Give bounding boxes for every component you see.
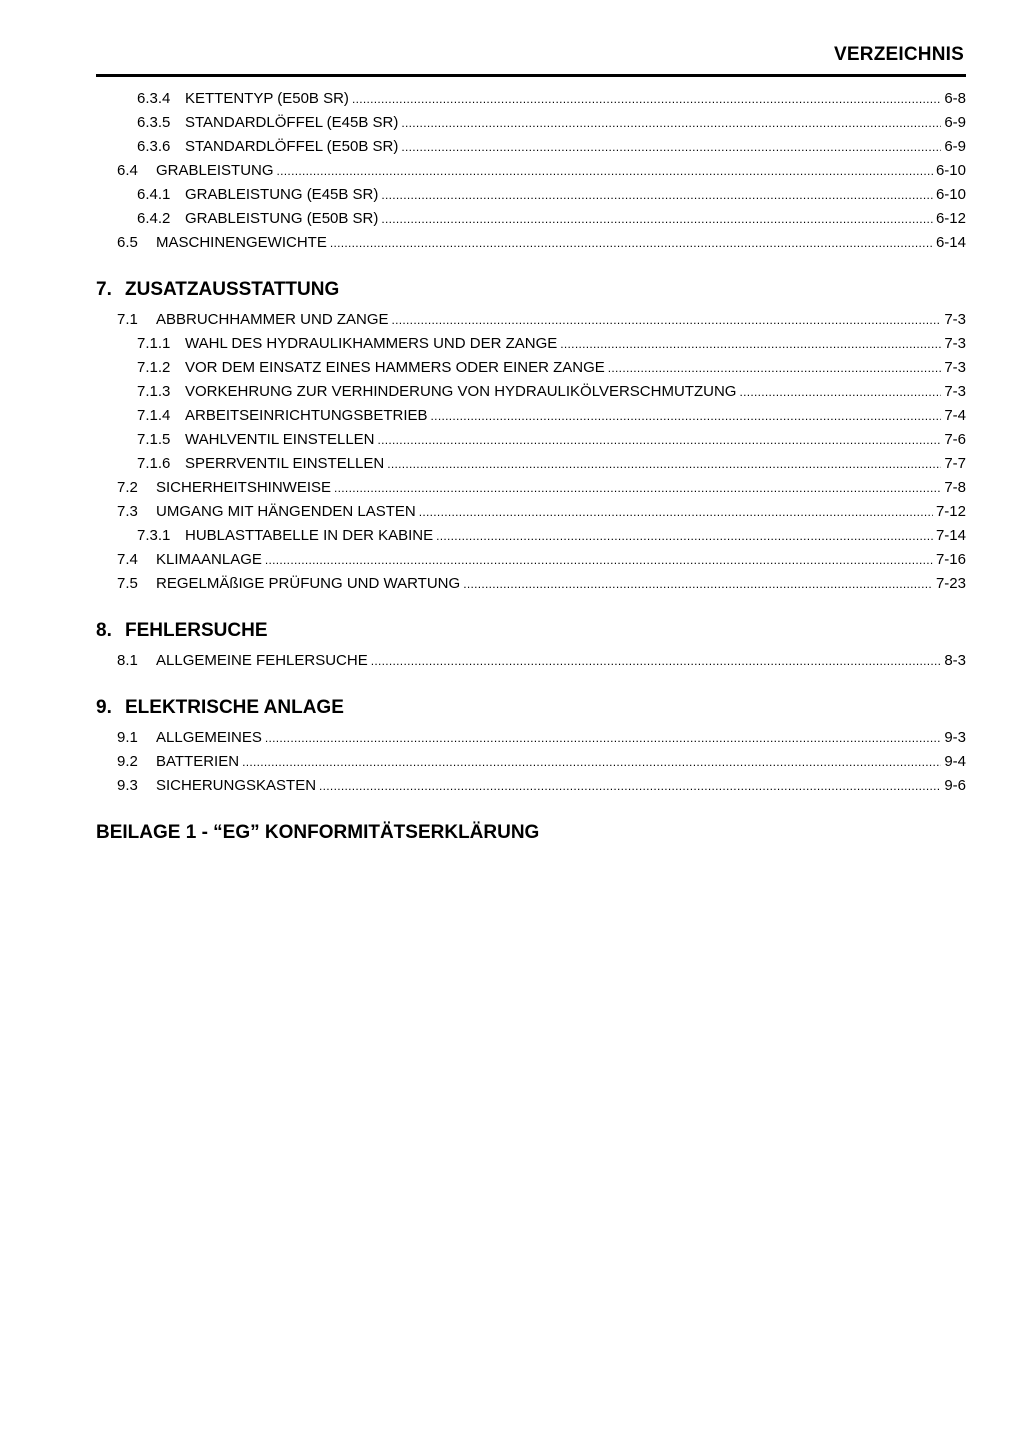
toc-entry-number: 7.1.2 (137, 359, 171, 376)
dot-leader (381, 183, 933, 207)
toc-entry-title: VOR DEM EINSATZ EINES HAMMERS ODER EINER ZANGE (185, 359, 605, 376)
toc-entry-number: 9.3 (117, 777, 138, 794)
toc-section-6 (96, 87, 966, 255)
toc-entry-page: 9-3 (944, 729, 966, 746)
toc-entry-number: 7.1.1 (137, 335, 171, 352)
dot-leader (392, 308, 942, 332)
dot-leader (560, 332, 941, 356)
toc-entry-number: 6.4.2 (137, 210, 171, 227)
toc-entry-number: 9.1 (117, 729, 138, 746)
toc-entry-page: 7-23 (935, 575, 966, 592)
toc-entry-page: 7-3 (944, 311, 966, 328)
toc-entry-title: SICHERUNGSKASTEN (156, 777, 317, 794)
chapter-title: ZUSATZAUSSTATTUNG (125, 279, 340, 300)
toc-entry-page: 7-3 (944, 335, 966, 352)
toc-entry-6-3-4[interactable] (96, 87, 966, 111)
dot-leader (334, 476, 941, 500)
toc-entry-number: 6.3.5 (137, 114, 171, 131)
toc-entry-title: WAHLVENTIL EINSTELLEN (185, 431, 375, 448)
toc-entry-title: KLIMAANLAGE (156, 551, 262, 568)
chapter-number: 7. (96, 279, 112, 300)
toc-entry-7-1-1[interactable] (96, 332, 966, 356)
toc-entry-9-2[interactable] (96, 750, 966, 774)
toc-entry-title: SICHERHEITSHINWEISE (156, 479, 332, 496)
toc-entry-page: 7-8 (944, 479, 966, 496)
toc-entry-page: 7-3 (944, 359, 966, 376)
toc-entry-6-4-1[interactable] (96, 183, 966, 207)
page-header (96, 42, 966, 77)
toc-entry-page: 9-6 (944, 777, 966, 794)
toc-entry-number: 7.1.4 (137, 407, 171, 424)
toc-entry-page: 6-14 (935, 234, 966, 251)
toc-entry-number: 7.2 (117, 479, 138, 496)
appendix-heading[interactable]: BEILAGE 1 - “EG” KONFORMITÄTSERKLÄRUNG (96, 822, 540, 843)
toc-entry-7-3[interactable] (96, 500, 966, 524)
toc-entry-number: 6.3.4 (137, 90, 171, 107)
toc-chapter-8 (96, 616, 966, 673)
chapter-heading-9[interactable] (96, 693, 966, 723)
dot-leader (739, 380, 941, 404)
toc-entry-title: ALLGEMEINES (156, 729, 262, 746)
toc-entry-7-4[interactable] (96, 548, 966, 572)
toc-entry-number: 7.4 (117, 551, 138, 568)
toc-entry-title: GRABLEISTUNG (E45B SR) (185, 186, 379, 203)
toc-entry-page: 7-3 (944, 383, 966, 400)
dot-leader (265, 548, 933, 572)
toc-entry-9-3[interactable] (96, 774, 966, 798)
toc-entry-page: 7-6 (944, 431, 966, 448)
toc-entry-title: WAHL DES HYDRAULIKHAMMERS UND DER ZANGE (185, 335, 558, 352)
toc-entry-number: 7.3.1 (137, 527, 171, 544)
toc-entry-number: 6.5 (117, 234, 138, 251)
toc-entry-title: ALLGEMEINE FEHLERSUCHE (156, 652, 368, 669)
toc-entry-page: 7-14 (935, 527, 966, 544)
toc-entry-page: 7-4 (944, 407, 966, 424)
toc-entry-number: 7.5 (117, 575, 138, 592)
dot-leader (352, 87, 941, 111)
dot-leader (401, 111, 941, 135)
toc-entry-number: 7.1.5 (137, 431, 171, 448)
dot-leader (401, 135, 941, 159)
dot-leader (378, 428, 942, 452)
toc-entry-page: 7-12 (935, 503, 966, 520)
chapter-number: 8. (96, 620, 112, 641)
toc-entry-7-3-1[interactable] (96, 524, 966, 548)
toc-entry-7-1-4[interactable] (96, 404, 966, 428)
toc-entry-7-5[interactable] (96, 572, 966, 596)
toc-entry-6-4[interactable] (96, 159, 966, 183)
dot-leader (381, 207, 933, 231)
toc-entry-page: 6-12 (935, 210, 966, 227)
toc-entry-number: 7.3 (117, 503, 138, 520)
toc-entry-page: 7-7 (944, 455, 966, 472)
toc-entry-title: ABBRUCHHAMMER UND ZANGE (156, 311, 389, 328)
toc-entry-page: 6-8 (944, 90, 966, 107)
toc-entry-title: VORKEHRUNG ZUR VERHINDERUNG VON HYDRAULIKÖLVERSCHMUTZUNG (185, 383, 737, 400)
toc-entry-number: 7.1.6 (137, 455, 171, 472)
toc-entry-7-2[interactable] (96, 476, 966, 500)
toc-entry-7-1[interactable] (96, 308, 966, 332)
toc-entry-title: BATTERIEN (156, 753, 240, 770)
chapter-title: FEHLERSUCHE (125, 620, 268, 641)
toc-entry-page: 6-10 (935, 186, 966, 203)
toc-entry-9-1[interactable] (96, 726, 966, 750)
toc-entry-title: REGELMÄßIGE PRÜFUNG UND WARTUNG (156, 575, 461, 592)
toc-entry-title: UMGANG MIT HÄNGENDEN LASTEN (156, 503, 416, 520)
toc-entry-7-1-3[interactable] (96, 380, 966, 404)
toc-entry-page: 6-9 (944, 138, 966, 155)
dot-leader (608, 356, 942, 380)
dot-leader (330, 231, 933, 255)
toc-entry-title: GRABLEISTUNG (E50B SR) (185, 210, 379, 227)
toc-entry-page: 9-4 (944, 753, 966, 770)
chapter-title: ELEKTRISCHE ANLAGE (125, 697, 344, 718)
dot-leader (277, 159, 933, 183)
toc-entry-page: 6-9 (944, 114, 966, 131)
chapter-heading-7[interactable] (96, 275, 966, 305)
toc-entry-6-4-2[interactable] (96, 207, 966, 231)
toc-entry-number: 7.1.3 (137, 383, 171, 400)
table-of-contents (96, 87, 966, 848)
toc-entry-8-1[interactable] (96, 649, 966, 673)
toc-entry-7-1-5[interactable] (96, 428, 966, 452)
toc-entry-title: ARBEITSEINRICHTUNGSBETRIEB (185, 407, 428, 424)
page-title: VERZEICHNIS (834, 44, 964, 65)
toc-entry-page: 7-16 (935, 551, 966, 568)
toc-entry-number: 8.1 (117, 652, 138, 669)
toc-entry-7-1-2[interactable] (96, 356, 966, 380)
chapter-heading-8[interactable] (96, 616, 966, 646)
toc-entry-title: KETTENTYP (E50B SR) (185, 90, 349, 107)
toc-entry-6-3-5[interactable] (96, 111, 966, 135)
toc-entry-number: 9.2 (117, 753, 138, 770)
dot-leader (436, 524, 933, 548)
dot-leader (431, 404, 942, 428)
toc-entry-page: 8-3 (944, 652, 966, 669)
dot-leader (265, 726, 941, 750)
chapter-number: 9. (96, 697, 112, 718)
toc-chapter-7 (96, 275, 966, 596)
toc-entry-title: STANDARDLÖFFEL (E45B SR) (185, 114, 399, 131)
dot-leader (463, 572, 933, 596)
toc-entry-number: 6.4 (117, 162, 138, 179)
dot-leader (419, 500, 933, 524)
toc-entry-title: GRABLEISTUNG (156, 162, 274, 179)
dot-leader (387, 452, 941, 476)
toc-entry-number: 7.1 (117, 311, 138, 328)
toc-entry-7-1-6[interactable] (96, 452, 966, 476)
toc-entry-number: 6.4.1 (137, 186, 171, 203)
toc-entry-page: 6-10 (935, 162, 966, 179)
toc-entry-title: SPERRVENTIL EINSTELLEN (185, 455, 385, 472)
dot-leader (319, 774, 941, 798)
toc-entry-6-5[interactable] (96, 231, 966, 255)
toc-entry-6-3-6[interactable] (96, 135, 966, 159)
dot-leader (242, 750, 941, 774)
dot-leader (371, 649, 942, 673)
toc-entry-title: STANDARDLÖFFEL (E50B SR) (185, 138, 399, 155)
toc-entry-title: MASCHINENGEWICHTE (156, 234, 327, 251)
toc-entry-title: HUBLASTTABELLE IN DER KABINE (185, 527, 434, 544)
toc-entry-number: 6.3.6 (137, 138, 171, 155)
toc-chapter-9 (96, 693, 966, 798)
